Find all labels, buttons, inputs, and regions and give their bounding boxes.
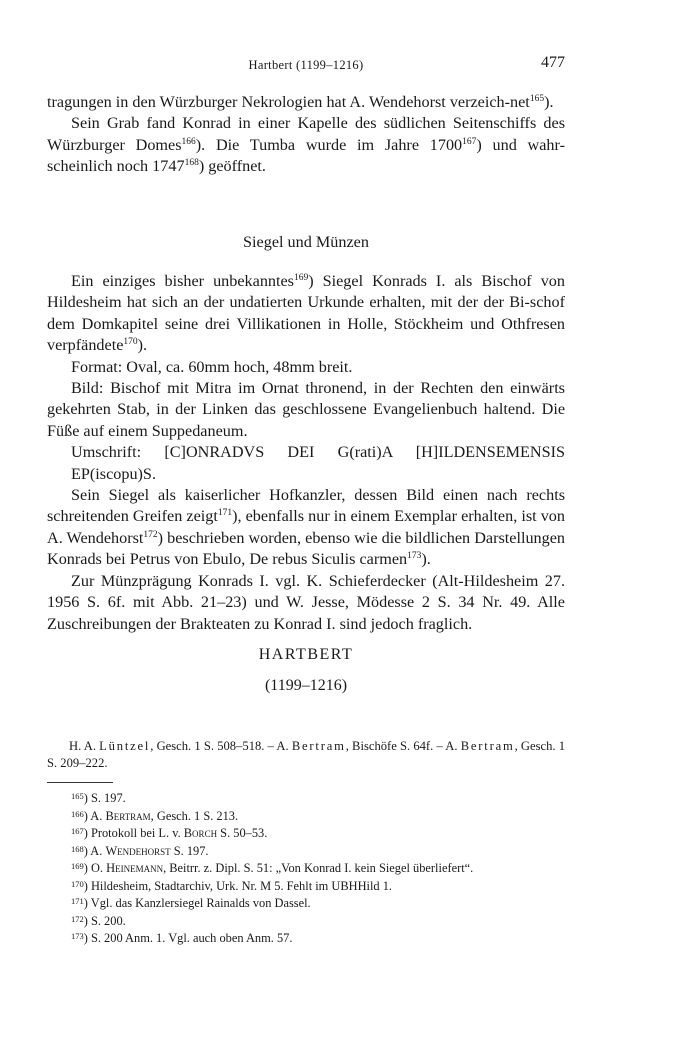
page-header bbox=[47, 54, 565, 78]
bishop-heading: HARTBERT bbox=[258, 646, 354, 663]
footnote-169: $^{169}$) O. Heinemann, Beitrr. z. Dipl. S. 51: „Von Konrad I. kein Siegel überliefert“. bbox=[71, 861, 474, 875]
paragraph-legend-line1: Umschrift: [C]ONRADVS DEI G(rati)A [H]ILDENSEMENSIS bbox=[71, 443, 565, 462]
body-text bbox=[47, 92, 565, 178]
footnote-ref: 171 bbox=[217, 508, 233, 519]
footnote-172: $^{172}$) S. 200. bbox=[71, 913, 126, 928]
footnote-ref: 169 bbox=[293, 273, 309, 283]
paragraph-image: Bild: Bischof mit Mitra im Ornat thronend, in der Rechten den einwärts gekehrten Stab, in der Linken das geschlossene Evangelienbuch haltend. Die Füße auf einem Suppedaneum. bbox=[47, 379, 565, 440]
footnote-ref: 168 bbox=[184, 158, 199, 169]
author-name: Lüntzel bbox=[99, 739, 151, 753]
paragraph-chancellor-seal: Sein Siegel als kaiserlicher Hofkanzler, dessen Bild einen nach rechts schreitenden Greifen zeigt$^{171}$), ebenfalls nur in einem Exemplar erhalten, ist von A. Wendehorst$^{172}$) beschrieben worden, ebenso wie die bildlichen Darstellungen Konrads bei Petrus von Ebulo, De rebus Siculis carmen$^{173}$). bbox=[47, 486, 566, 569]
paragraph-seal-intro: Ein einziges bisher unbekanntes$^{169}$) Siegel Konrads I. als Bischof von Hildesheim hat sich an der undatierten Urkunde erhalten, mit der der Bi-schof dem Domkapitel seine drei Villikationen in Holle, Stöckheim und Othfresen verpfändete$^{170}$). bbox=[47, 272, 565, 355]
author-name: Bertram bbox=[291, 739, 346, 753]
author-name: Bertram bbox=[460, 739, 515, 753]
paragraph-grave: Sein Grab fand Konrad in einer Kapelle des südlichen Seitenschiffs des Würzburger Domes$^{166}$). Die Tumba wurde im Jahre 1700$^{167}$) und wahr-scheinlich noch 1747$^{168}$) geöffnet. bbox=[47, 114, 565, 176]
footnote-166: $^{166}$) A. Bertram, Gesch. 1 S. 213. bbox=[71, 808, 239, 823]
footnote-ref: 173 bbox=[407, 551, 422, 562]
footnote-165: $^{165}$) S. 197. bbox=[71, 791, 126, 805]
paragraph-continuation: tragungen in den Würzburger Nekrologien hat A. Wendehorst verzeich-net$^{165}$). bbox=[47, 93, 554, 111]
footnote-ref: 172 bbox=[143, 529, 158, 540]
footnote-ref: 167 bbox=[462, 136, 477, 147]
footnotes bbox=[71, 789, 571, 947]
footnote-ref: 165 bbox=[529, 94, 545, 104]
bishop-dates: (1199–1216) bbox=[264, 677, 348, 694]
footnote-168: $^{168}$) A. Wendehorst S. 197. bbox=[71, 843, 209, 858]
footnote-167: $^{167}$) Protokoll bei L. v. Borch S. 50–53. bbox=[71, 826, 268, 840]
paragraph-legend-line2: EP(iscopu)S. bbox=[71, 464, 156, 483]
footnote-divider bbox=[47, 782, 113, 783]
literature-list: H. A. Lüntzel, Gesch. 1 S. 508–518. – A. Bertram, Bischöfe S. 64f. – A. Bertram, Gesch. 1 S. 209–222. bbox=[47, 739, 565, 770]
footnote-170: $^{170}$) Hildesheim, Stadtarchiv, Urk. Nr. M 5. Fehlt im UBHHild 1. bbox=[71, 878, 392, 893]
footnote-ref: 166 bbox=[181, 136, 196, 147]
footnote-173: $^{173}$) S. 200 Anm. 1. Vgl. auch oben Anm. 57. bbox=[71, 931, 293, 945]
paragraph-coins: Zur Münzprägung Konrads I. vgl. K. Schieferdecker (Alt-Hildesheim 27. 1956 S. 6f. mit Abb. 21–23) und W. Jesse, Mödesse 2 S. 34 Nr. 49. Alle Zuschreibungen der Brakteaten zu Konrad I. sind jedoch fraglich. bbox=[47, 571, 565, 633]
footnote-ref: 170 bbox=[123, 337, 138, 348]
paragraph-format: Format: Oval, ca. 60mm hoch, 48mm breit. bbox=[71, 357, 353, 376]
footnote-171: $^{171}$) Vgl. das Kanzlersiegel Rainalds von Dassel. bbox=[71, 896, 311, 910]
seal-section bbox=[47, 271, 565, 635]
running-head: Hartbert (1199–1216) bbox=[248, 58, 364, 72]
section-title: Siegel und Münzen bbox=[243, 233, 369, 251]
page-number: 477 bbox=[541, 54, 565, 71]
